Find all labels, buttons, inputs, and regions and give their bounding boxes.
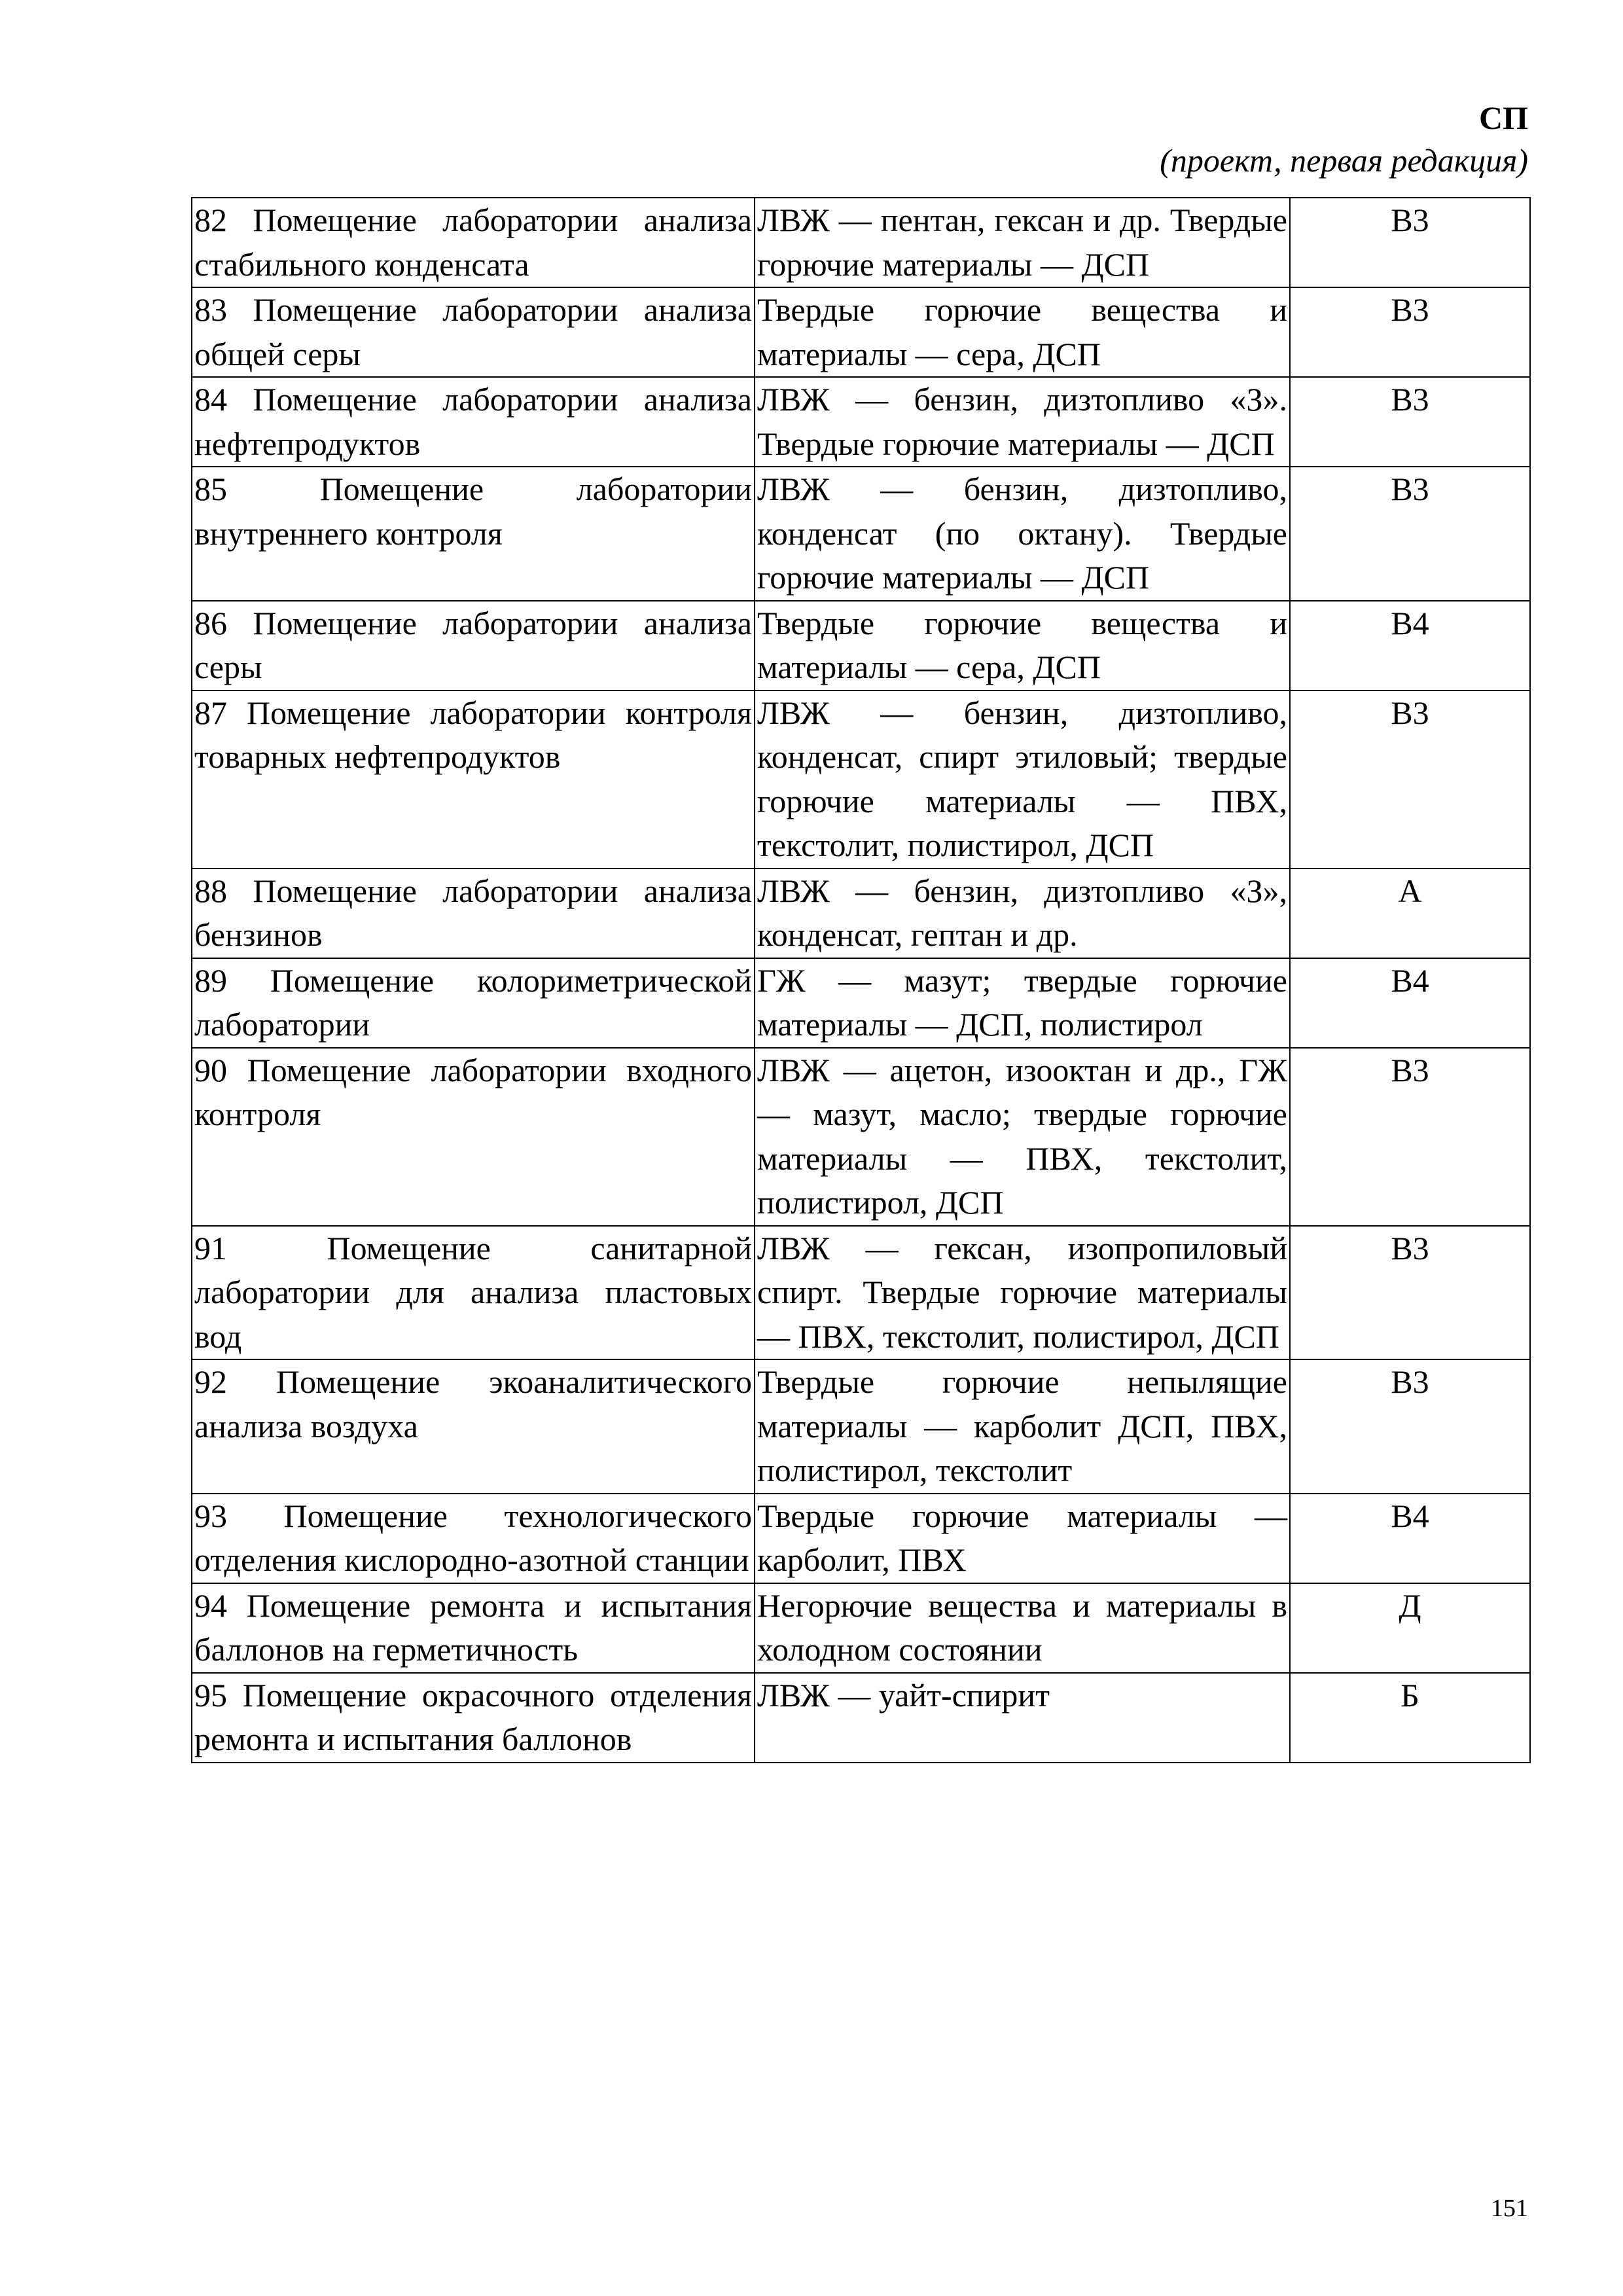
room-name-cell: 92 Помещение экоаналитического анализа воздуха	[192, 1359, 755, 1494]
room-name-cell: 89 Помещение колориметрической лаборатории	[192, 958, 755, 1048]
category-cell: В3	[1290, 198, 1530, 287]
category-cell: В4	[1290, 958, 1530, 1048]
category-cell: В3	[1290, 1226, 1530, 1360]
table-row	[192, 1583, 1530, 1673]
table-row	[192, 1226, 1530, 1360]
substances-cell: ЛВЖ — бензин, дизтопливо, конденсат, спирт этиловый; твердые горючие материалы — ПВХ, текстолит, полистирол, ДСП	[755, 691, 1290, 869]
room-name-cell: 94 Помещение ремонта и испытания баллонов на герметичность	[192, 1583, 755, 1673]
substances-cell: Твердые горючие материалы — карболит, ПВХ	[755, 1494, 1290, 1583]
room-name-cell: 82 Помещение лаборатории анализа стабильного конденсата	[192, 198, 755, 287]
category-cell: Б	[1290, 1673, 1530, 1763]
premises-category-table	[191, 197, 1531, 1763]
document-edition: (проект, первая редакция)	[1160, 142, 1528, 179]
category-cell: В3	[1290, 377, 1530, 467]
substances-cell: ЛВЖ — бензин, дизтопливо «З», конденсат, гептан и др.	[755, 869, 1290, 958]
category-cell: В3	[1290, 1359, 1530, 1494]
table-row	[192, 869, 1530, 958]
room-name-cell: 93 Помещение технологического отделения кислородно-азотной станции	[192, 1494, 755, 1583]
room-name-cell: 90 Помещение лаборатории входного контроля	[192, 1048, 755, 1226]
table-row	[192, 1673, 1530, 1763]
table-row	[192, 601, 1530, 691]
substances-cell: ЛВЖ — бензин, дизтопливо «З». Твердые горючие материалы — ДСП	[755, 377, 1290, 467]
room-name-cell: 95 Помещение окрасочного отделения ремонта и испытания баллонов	[192, 1673, 755, 1763]
room-name-cell: 83 Помещение лаборатории анализа общей серы	[192, 287, 755, 377]
substances-cell: ЛВЖ — бензин, дизтопливо, конденсат (по октану). Твердые горючие материалы — ДСП	[755, 467, 1290, 601]
document-code: СП	[1479, 99, 1528, 136]
substances-cell: Твердые горючие непылящие материалы — карболит ДСП, ПВХ, полистирол, текстолит	[755, 1359, 1290, 1494]
substances-cell: ЛВЖ — гексан, изопропиловый спирт. Твердые горючие материалы — ПВХ, текстолит, полистирол, ДСП	[755, 1226, 1290, 1360]
category-cell: Д	[1290, 1583, 1530, 1673]
room-name-cell: 87 Помещение лаборатории контроля товарных нефтепродуктов	[192, 691, 755, 869]
substances-cell: ГЖ — мазут; твердые горючие материалы — ДСП, полистирол	[755, 958, 1290, 1048]
substances-cell: ЛВЖ — ацетон, изооктан и др., ГЖ — мазут, масло; твердые горючие материалы — ПВХ, текстолит, полистирол, ДСП	[755, 1048, 1290, 1226]
table-body	[192, 198, 1530, 1763]
substances-cell: Твердые горючие вещества и материалы — сера, ДСП	[755, 601, 1290, 691]
category-cell: В3	[1290, 467, 1530, 601]
category-cell: В4	[1290, 1494, 1530, 1583]
table-row	[192, 1359, 1530, 1494]
table-row	[192, 691, 1530, 869]
category-cell: В3	[1290, 1048, 1530, 1226]
substances-cell: Негорючие вещества и материалы в холодном состоянии	[755, 1583, 1290, 1673]
substances-cell: Твердые горючие вещества и материалы — сера, ДСП	[755, 287, 1290, 377]
category-cell: В3	[1290, 691, 1530, 869]
category-cell: В3	[1290, 287, 1530, 377]
room-name-cell: 85 Помещение лаборатории внутреннего контроля	[192, 467, 755, 601]
room-name-cell: 91 Помещение санитарной лаборатории для анализа пластовых вод	[192, 1226, 755, 1360]
table-row	[192, 958, 1530, 1048]
room-name-cell: 88 Помещение лаборатории анализа бензинов	[192, 869, 755, 958]
table-row	[192, 377, 1530, 467]
category-cell: А	[1290, 869, 1530, 958]
table-row	[192, 198, 1530, 287]
substances-cell: ЛВЖ — пентан, гексан и др. Твердые горючие материалы — ДСП	[755, 198, 1290, 287]
table-row	[192, 287, 1530, 377]
table-row	[192, 1048, 1530, 1226]
table-row	[192, 467, 1530, 601]
page-number: 151	[1491, 2195, 1528, 2222]
table-row	[192, 1494, 1530, 1583]
room-name-cell: 86 Помещение лаборатории анализа серы	[192, 601, 755, 691]
room-name-cell: 84 Помещение лаборатории анализа нефтепродуктов	[192, 377, 755, 467]
category-cell: В4	[1290, 601, 1530, 691]
substances-cell: ЛВЖ — уайт-спирит	[755, 1673, 1290, 1763]
